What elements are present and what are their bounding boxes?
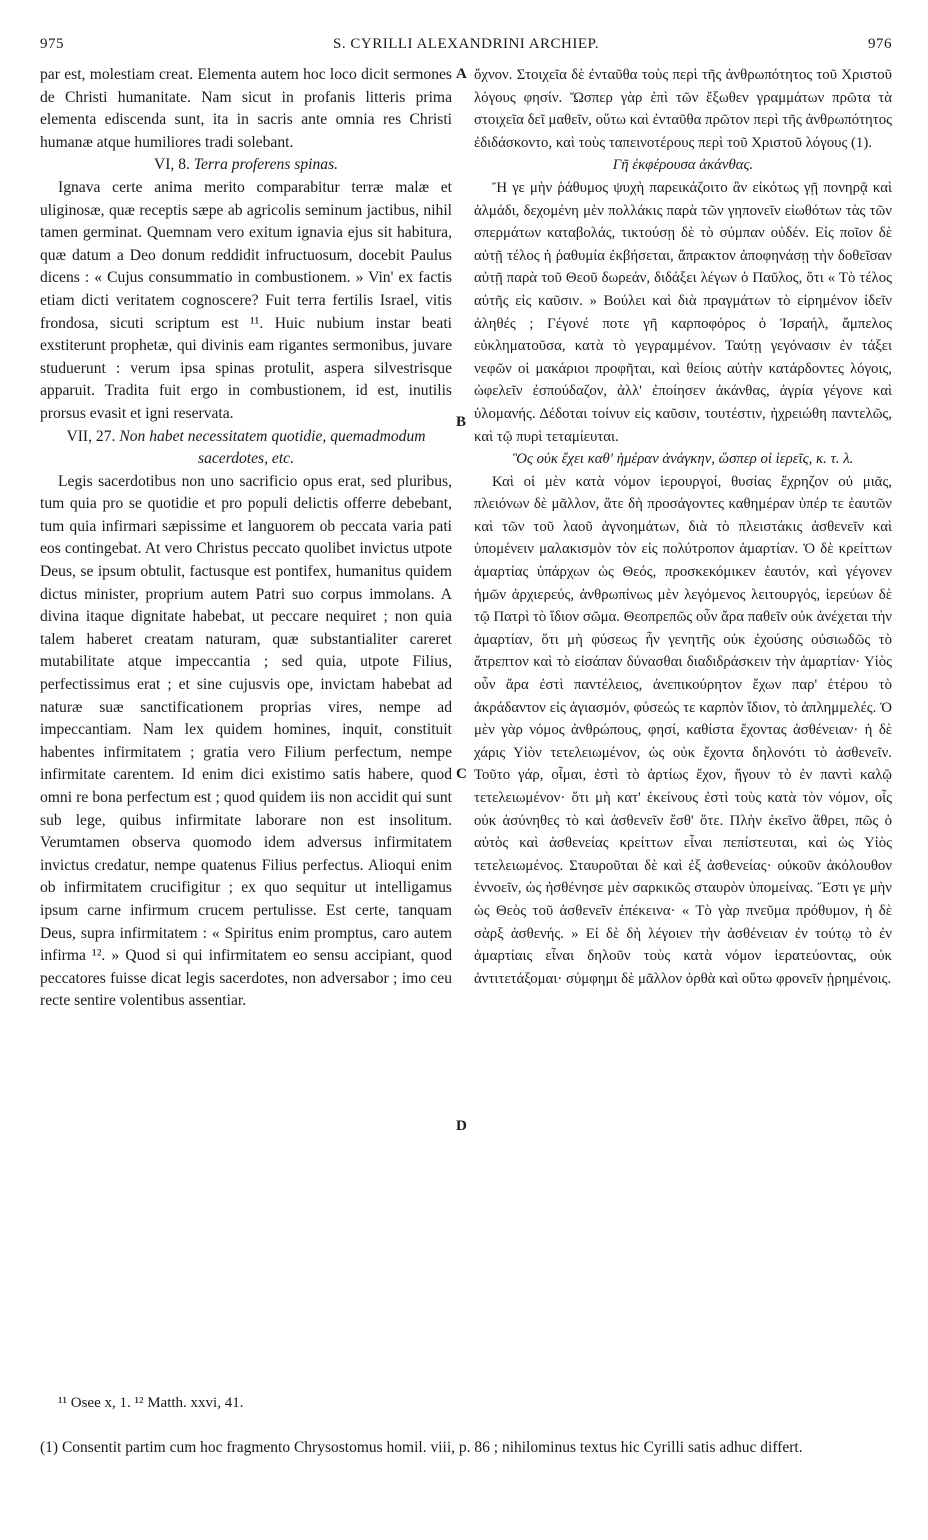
latin-section-title-1: Terra proferens spinas. xyxy=(193,156,339,174)
page-number-left: 975 xyxy=(40,36,64,52)
latin-section-heading-2 xyxy=(40,426,452,471)
margin-letter-b: B xyxy=(456,414,467,430)
scripture-footnotes: ¹¹ Osee x, 1. ¹² Matth. xxvi, 41. xyxy=(58,1395,244,1411)
greek-section-title-2: Ὃς οὐκ ἔχει καθ' ἡμέραν ἀνάγκην, ὥσπερ οἱ ἱερεῖς, κ. τ. λ. xyxy=(512,451,854,468)
latin-column xyxy=(40,64,452,1013)
margin-letter-a: A xyxy=(456,66,467,82)
page-number-right: 976 xyxy=(868,36,892,52)
latin-intro-paragraph: par est, molestiam creat. Elementa autem hoc loco dicit sermones de Christi humanitate. Nam sicut in profanis litteris prima elementa ediscenda sunt, ita in sacris ante omnia res Christi humanæ atque humiliores tradi solebant. xyxy=(40,66,452,151)
latin-section-number-1: VI, 8. xyxy=(153,156,190,174)
latin-section-number-2: VII, 27. xyxy=(66,427,116,445)
latin-section-heading-1 xyxy=(40,154,452,177)
margin-letter-d: D xyxy=(456,1118,467,1134)
greek-section-text-1: Ἤ γε μὴν ῥάθυμος ψυχὴ παρεικάζοιτο ἂν εἰκότως γῇ πονηρᾷ καὶ ἁλμάδι, δεχομένη μὲν πολλάκις παρὰ τῶν γηπονεῖν εἰωθότων τὰς τῶν σπερμάτων καταβολάς, τικτούσῃ δὲ τὸ σύμπαν οὐδέν. Εἰς ποῖον δὲ αὐτῇ τέλος ἡ ῥαθυμία ἐκβήσεται, ἄπρακτον ἀποφηνάσῃ τὴν δοθεῖσαν αὐτῇ παρὰ τοῦ Θεοῦ δωρεάν, διδάξει λέγων ὁ Παῦλος, ὅτι « Τὸ τέλος αὐτῆς εἰς καῦσιν. » Βούλει καὶ διὰ πραγμάτων τὸ εἰρημένον ἰδεῖν ἀληθές ; Γέγονέ ποτε γῆ καρποφόρος ὁ Ἰσραήλ, ἄμπελος εὐκληματοῦσα, κατὰ τὸ γεγραμμένον. Ταύτῃ γεγόνασιν ἐν τάξει νεφῶν οἱ μακάριοι προφῆται, καὶ θείοις αὐτὴν κατάρδοντες λόγοις, ὠφελεῖν ἐσπούδαζον, ἀλλ' ἐποίησεν ἀκάνθας, ἀγρία γέγονε καὶ ὑλομανής. Δέδοται τοίνυν εἰς καῦσιν, τουτέστιν, ἠχρειώθη παντελῶς, καὶ τῷ πυρὶ τεταμίευται. xyxy=(474,179,892,445)
running-title: S. CYRILLI ALEXANDRINI ARCHIEP. xyxy=(333,36,599,52)
latin-section-text-1: Ignava certe anima merito comparabitur terræ malæ et uliginosæ, quæ receptis sæpe ab agricolis seminum jactibus, nihil tamen germinat. Quemnam vero exitum ignavia ejus sit habitura, quæ datum a Deo donum reddidit infructuosum, docebit Paulus dicens : « Cujus consummatio in combustionem. » Vin' ex factis etiam dicti veritatem cognoscere? Fuit terra fertilis Israel, vitis frondosa, sicuti scriptum est ¹¹. Huic nubium instar beati exstiterunt prophetæ, qui divinis eam rigantes sermonibus, juvare studuerunt : verum ipsa spinas protulit, aspera silvestrisque apparuit. Tradita fuit ergo in combustionem, id est, inutilis prorsus evasit et igni reservata. xyxy=(40,178,452,422)
greek-section-text-2: Καὶ οἱ μὲν κατὰ νόμον ἱερουργοί, θυσίας ἔχρηζον οὐ μιᾶς, πλειόνων δὲ μᾶλλον, ἅτε δὴ προσάγοντες καθημέραν ὑπέρ τε ἑαυτῶν καὶ τῶν τοῦ λαοῦ ἀγνοημάτων, διὰ τὸ πλειστάκις ἀσθενεῖν καὶ ὑπομένειν μαλακισμὸν τὸν εἰς πολύτροπον ἁμαρτίαν. Ὁ δὲ κρείττων ἁμαρτίας ὑπάρχων ὡς Θεός, προσκεκόμικεν ἑαυτόν, καὶ γέγονεν ἡμῶν ἀρχιερεύς, ἀνθρωπίνως μὲν λεγόμενος λειτουργός, ἱερεύων δὲ τῷ Πατρὶ τὸ ἴδιον σῶμα. Θεοπρεπῶς οὖν ἄρα παθεῖν οὐκ ἀνέχεται τὴν ἁμαρτίαν, ὅτι μὴ φύσεως ἦν γενητῆς οὐκ ἐχούσης οὐσιωδῶς τὸ ἄτρεπτον καὶ τὸ εἰσάπαν δύνασθαι διαδιδράσκειν τὴν ἁμαρτίαν· Υἱὸς οὖν ἄρα ἐστὶ παντέλειος, ἀνεπικούρητον ἔχων παρ' ἑτέρου τὸ ἀκράδαντον εἰς ἁγιασμόν, φύσεώς τε καρπὸν ἴδιον, τὸ ἀπλημμελές. Ὁ μὲν γὰρ νόμος ἀνθρώπους, φησί, καθίστα ἔχοντας ἀσθένειαν· ἡ δὲ χάρις Υἱὸν τετελειωμένον, ὡς οὐκ ἔχοντα δηλονότι τὸ ἀσθενεῖν. Τοῦτο γάρ, οἶμαι, ἐστὶ τὸ ἀρτίως ἔχον, ἥγουν τὸ ἐν παντὶ καλῷ τετελειωμένον· ὅτι μὴ κατ' ἐκείνους ἐστὶ τοὺς κατὰ τὸν νόμον, οἷς οὐκ ἀσύνηθες τὸ καὶ ἀσθενεῖν ἔσθ' ὅτε. Πλὴν ἐκεῖνο ἄθρει, πῶς ὁ αὐτὸς καὶ ἀσθενείας κρείττων εἶναι πεπίστευται, καὶ ὡς Υἱὸς τετελειωμένος. Σταυροῦται δὲ καὶ ἐξ ἀσθενείας· οὐκοῦν ἀκόλουθον ἐννοεῖν, ὡς ἠσθένησε μὲν σαρκικῶς σταυρὸν ὑπομείνας. Ἔστι γε μὴν ὡς Θεὸς τοῦ ἀσθενεῖν ἐπέκεινα· « Τὸ γὰρ πνεῦμα πρόθυμον, ἡ δὲ σὰρξ ἀσθενής. » Εἰ δὲ δὴ λέγοιεν τὴν ἀσθένειαν ἐν τούτῳ τὸ ἐν ἁμαρτίαις εἶναι δηλοῦν τοὺς κατὰ νόμον ἱερατεύοντας, οὐκ ἀντιτετάξομαι· σύμφημι δὲ μᾶλλον ὀρθὰ καὶ οὕτω φρονεῖν ᾑρημένοις. xyxy=(474,473,892,987)
latin-section-title-2: Non habet necessitatem quotidie, quemadmodum sacerdotes, etc. xyxy=(119,427,426,468)
greek-intro-paragraph: ὄχνον. Στοιχεῖα δὲ ἐνταῦθα τοὺς περὶ τῆς ἀνθρωπότητος τοῦ Χριστοῦ λόγους φησίν. Ὥσπερ γὰρ ἐπὶ τῶν ἔξωθεν γραμμάτων πρῶτα τὰ στοιχεῖα δεῖ μαθεῖν, οὕτω καὶ ἐνταῦθα πρῶτον περὶ τῆς ἀνθρωπότητος ἐδιδάσκοντο, καὶ τοὺς ταπεινοτέρους περὶ τοῦ Χριστοῦ λόγους (1). xyxy=(474,67,892,151)
running-header xyxy=(40,36,892,58)
greek-column xyxy=(474,64,892,990)
margin-letter-c: C xyxy=(456,766,467,782)
editorial-note: (1) Consentit partim cum hoc fragmento Chrysostomus homil. viii, p. 86 ; nihilominus textus hic Cyrilli satis adhuc differt. xyxy=(40,1439,803,1456)
greek-section-title-1: Γῆ ἐκφέρουσα ἀκάνθας. xyxy=(612,157,754,174)
latin-section-text-2: Legis sacerdotibus non uno sacrificio opus erat, sed pluribus, tum quia pro se quotidie et pro populi delictis offerre debebant, tum quia infirmari sæpissime et languorem ob peccata varia pati eos contingebat. At vero Christus peccato quolibet invictus utpote Deus, se ipsum obtulit, factusque est pontifex, humanitus quidem dictus minister, proprium autem Patri suo corpus immolans. A divina itaque dignitate habebat, ut peccare nequiret ; non quia talem haberet creatam naturam, quæ substantialiter careret mutabilitate atque impeccantia ; sed quia, utpote Filius, perfectissimus erat ; et sine cujusvis ope, invictam habebat ad naturæ suæ sanctificationem proprias vires, nempe ad impeccantiam. Nam lex quidem homines, inquit, constituit habentes infirmitatem ; gratia vero Filium perfectum, nempe infirmitate carentem. Id enim dici existimo satis habere, quod omni re bona perfectum est ; quod quidem iis non accidit qui sunt sub lege, quibus infirmitate laborare non est insolitum. Verumtamen observa quomodo idem adversus infirmitatem invictus credatur, nempe quatenus Filius perfectus. Alioqui enim ob infirmitatem crucifigitur ; ex quo sequitur ut intelligamus ipsum carne infirmum crucem pertulisse. Est certe, tanquam Deus, supra infirmitatem : « Spiritus enim promptus, caro autem infirma ¹². » Quod si qui infirmitatem eo sensu accipiant, quod peccatores fuisse dicat legis sacerdotes, non adversabor ; imo ceu recte sentire volentibus assentiar. xyxy=(40,472,452,1010)
